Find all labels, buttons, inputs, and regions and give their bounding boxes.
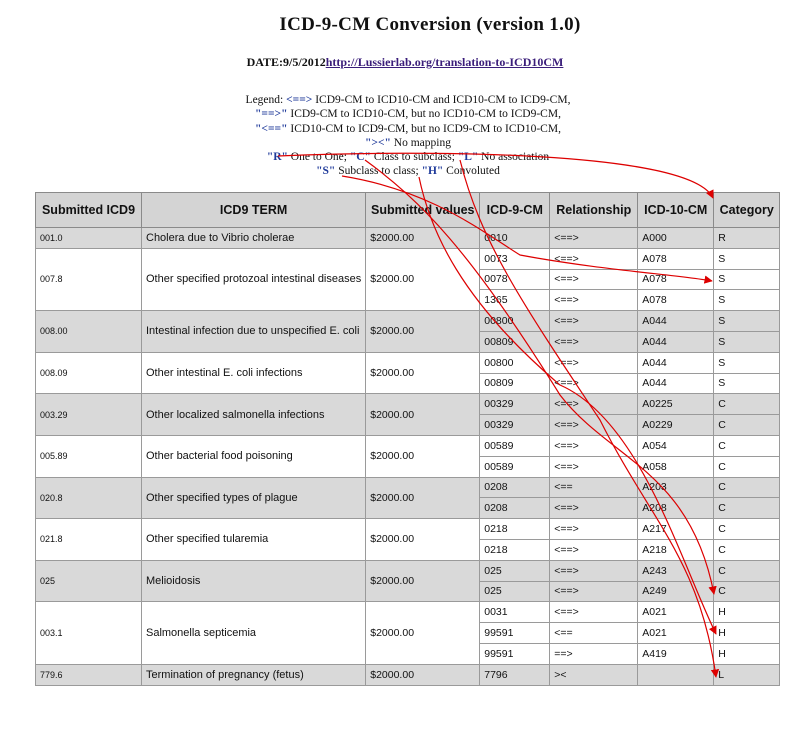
icd9-cm-cell: 00800 (480, 352, 550, 373)
relationship-cell: <==> (550, 394, 638, 415)
icd9-cm-cell: 00589 (480, 456, 550, 477)
table-row (36, 228, 780, 249)
category-cell: C (714, 581, 780, 602)
term-cell: Intestinal infection due to unspecified E. coli (142, 311, 366, 353)
icd10-cm-cell: A044 (638, 373, 714, 394)
conversion-table (35, 192, 780, 686)
legend-line-2: "==>" ICD9-CM to ICD10-CM, but no ICD10-CM to ICD9-CM, (255, 108, 561, 121)
category-cell: C (714, 519, 780, 540)
relationship-cell: <==> (550, 602, 638, 623)
icd9-cm-cell: 00589 (480, 435, 550, 456)
category-cell: S (714, 248, 780, 269)
submitted-value-cell: $2000.00 (366, 352, 480, 394)
icd9-cm-cell: 1365 (480, 290, 550, 311)
icd10-cm-cell (638, 664, 714, 685)
table-row (36, 560, 780, 581)
relationship-cell: <==> (550, 290, 638, 311)
icd9-cm-cell: 0073 (480, 248, 550, 269)
category-cell: S (714, 269, 780, 290)
relationship-cell: <==> (550, 581, 638, 602)
icd9-cm-cell: 00800 (480, 311, 550, 332)
icd10-cm-cell: A203 (638, 477, 714, 498)
term-cell: Termination of pregnancy (fetus) (142, 664, 366, 685)
icd10-cm-cell: A208 (638, 498, 714, 519)
table-row (36, 602, 780, 623)
submitted-code-cell: 021.8 (36, 519, 142, 561)
icd10-cm-cell: A249 (638, 581, 714, 602)
icd9-cm-cell: 0208 (480, 477, 550, 498)
relationship-cell: <==> (550, 498, 638, 519)
table-row (36, 477, 780, 498)
icd10-cm-cell: A044 (638, 352, 714, 373)
relationship-cell: >< (550, 664, 638, 685)
relationship-cell: <==> (550, 248, 638, 269)
submitted-code-cell: 025 (36, 560, 142, 602)
date-label: DATE:9/5/2012 (246, 55, 326, 69)
icd9-cm-cell: 0218 (480, 539, 550, 560)
icd10-cm-cell: A058 (638, 456, 714, 477)
icd10-cm-cell: A218 (638, 539, 714, 560)
icd10-cm-cell: A419 (638, 643, 714, 664)
term-cell: Other specified tularemia (142, 519, 366, 561)
relationship-cell: <== (550, 623, 638, 644)
relationship-cell: <==> (550, 456, 638, 477)
header-submitted-icd9: Submitted ICD9 (36, 193, 142, 228)
table-row (36, 248, 780, 269)
submitted-code-cell: 020.8 (36, 477, 142, 519)
term-cell: Other specified types of plague (142, 477, 366, 519)
icd9-cm-cell: 025 (480, 560, 550, 581)
category-cell: S (714, 331, 780, 352)
legend (0, 93, 810, 179)
term-cell: Other localized salmonella infections (142, 394, 366, 436)
header-icd9-term: ICD9 TERM (142, 193, 366, 228)
relationship-cell: <==> (550, 311, 638, 332)
header-icd10-cm: ICD-10-CM (638, 193, 714, 228)
category-cell: S (714, 373, 780, 394)
icd10-cm-cell: A078 (638, 290, 714, 311)
category-cell: S (714, 352, 780, 373)
table-header-row (36, 193, 780, 228)
term-cell: Other intestinal E. coli infections (142, 352, 366, 394)
icd9-cm-cell: 99591 (480, 623, 550, 644)
category-cell: H (714, 643, 780, 664)
category-cell: C (714, 477, 780, 498)
relationship-cell: <==> (550, 560, 638, 581)
table-row (36, 435, 780, 456)
submitted-value-cell: $2000.00 (366, 311, 480, 353)
icd10-cm-cell: A217 (638, 519, 714, 540)
icd10-cm-cell: A044 (638, 331, 714, 352)
icd10-cm-cell: A054 (638, 435, 714, 456)
term-cell: Other bacterial food poisoning (142, 435, 366, 477)
relationship-cell: <== (550, 477, 638, 498)
icd9-cm-cell: 00329 (480, 394, 550, 415)
submitted-code-cell: 779.6 (36, 664, 142, 685)
icd9-cm-cell: 00329 (480, 415, 550, 436)
table-row (36, 311, 780, 332)
page-title: ICD-9-CM Conversion (version 1.0) (279, 14, 581, 35)
icd9-cm-cell: 7796 (480, 664, 550, 685)
relationship-cell: <==> (550, 539, 638, 560)
legend-line-5: "R" One to One; "C" Class to subclass; "L" No association (266, 151, 550, 164)
submitted-value-cell: $2000.00 (366, 477, 480, 519)
table-row (36, 519, 780, 540)
icd10-cm-cell: A0229 (638, 415, 714, 436)
icd10-cm-cell: A0225 (638, 394, 714, 415)
category-cell: C (714, 456, 780, 477)
icd10-cm-cell: A078 (638, 248, 714, 269)
submitted-code-cell: 008.09 (36, 352, 142, 394)
legend-line-3: "<==" ICD10-CM to ICD9-CM, but no ICD9-CM to ICD10-CM, (255, 122, 561, 135)
legend-line-6: "S" Subclass to class; "H" Convoluted (316, 165, 500, 178)
category-cell: C (714, 539, 780, 560)
category-cell: H (714, 602, 780, 623)
submitted-code-cell: 003.29 (36, 394, 142, 436)
submitted-code-cell: 005.89 (36, 435, 142, 477)
icd10-cm-cell: A078 (638, 269, 714, 290)
submitted-code-cell: 001.0 (36, 228, 142, 249)
submitted-code-cell: 007.8 (36, 248, 142, 310)
icd9-cm-cell: 0010 (480, 228, 550, 249)
legend-line-1: Legend: <==> ICD9-CM to ICD10-CM and ICD10-CM to ICD9-CM, (245, 94, 571, 106)
icd9-cm-cell: 00809 (480, 373, 550, 394)
category-cell: C (714, 560, 780, 581)
table-row (36, 394, 780, 415)
category-cell: R (714, 228, 780, 249)
header-submitted-values: Submitted values (366, 193, 480, 228)
relationship-cell: ==> (550, 643, 638, 664)
category-cell: C (714, 498, 780, 519)
icd9-cm-cell: 0078 (480, 269, 550, 290)
category-cell: C (714, 394, 780, 415)
icd9-cm-cell: 0031 (480, 602, 550, 623)
header-relationship: Relationship (550, 193, 638, 228)
category-cell: S (714, 290, 780, 311)
category-cell: H (714, 623, 780, 644)
submitted-value-cell: $2000.00 (366, 560, 480, 602)
legend-line-4: "><" No mapping (365, 136, 451, 149)
header-category: Category (714, 193, 780, 228)
icd9-cm-cell: 0208 (480, 498, 550, 519)
relationship-cell: <==> (550, 415, 638, 436)
icd9-cm-cell: 0218 (480, 519, 550, 540)
submitted-value-cell: $2000.00 (366, 435, 480, 477)
category-cell: S (714, 311, 780, 332)
category-cell: L (714, 664, 780, 685)
term-cell: Cholera due to Vibrio cholerae (142, 228, 366, 249)
submitted-value-cell: $2000.00 (366, 228, 480, 249)
relationship-cell: <==> (550, 269, 638, 290)
submitted-value-cell: $2000.00 (366, 394, 480, 436)
icd10-cm-cell: A000 (638, 228, 714, 249)
term-cell: Melioidosis (142, 560, 366, 602)
relationship-cell: <==> (550, 228, 638, 249)
icd9-cm-cell: 99591 (480, 643, 550, 664)
icd10-cm-cell: A243 (638, 560, 714, 581)
icd10-cm-cell: A044 (638, 311, 714, 332)
source-link[interactable]: http://Lussierlab.org/translation-to-ICD10CM (325, 55, 564, 69)
submitted-value-cell: $2000.00 (366, 248, 480, 310)
table-body (36, 228, 780, 686)
relationship-cell: <==> (550, 435, 638, 456)
relationship-cell: <==> (550, 373, 638, 394)
submitted-code-cell: 008.00 (36, 311, 142, 353)
relationship-cell: <==> (550, 519, 638, 540)
term-cell: Salmonella septicemia (142, 602, 366, 664)
relationship-cell: <==> (550, 331, 638, 352)
date-line (0, 55, 810, 70)
submitted-value-cell: $2000.00 (366, 664, 480, 685)
term-cell: Other specified protozoal intestinal diseases (142, 248, 366, 310)
category-cell: C (714, 435, 780, 456)
header-icd9-cm: ICD-9-CM (480, 193, 550, 228)
icd10-cm-cell: A021 (638, 602, 714, 623)
icd10-cm-cell: A021 (638, 623, 714, 644)
category-cell: C (714, 415, 780, 436)
table-row (36, 664, 780, 685)
table-row (36, 352, 780, 373)
relationship-cell: <==> (550, 352, 638, 373)
submitted-value-cell: $2000.00 (366, 602, 480, 664)
icd9-cm-cell: 025 (480, 581, 550, 602)
submitted-code-cell: 003.1 (36, 602, 142, 664)
submitted-value-cell: $2000.00 (366, 519, 480, 561)
icd9-cm-cell: 00809 (480, 331, 550, 352)
